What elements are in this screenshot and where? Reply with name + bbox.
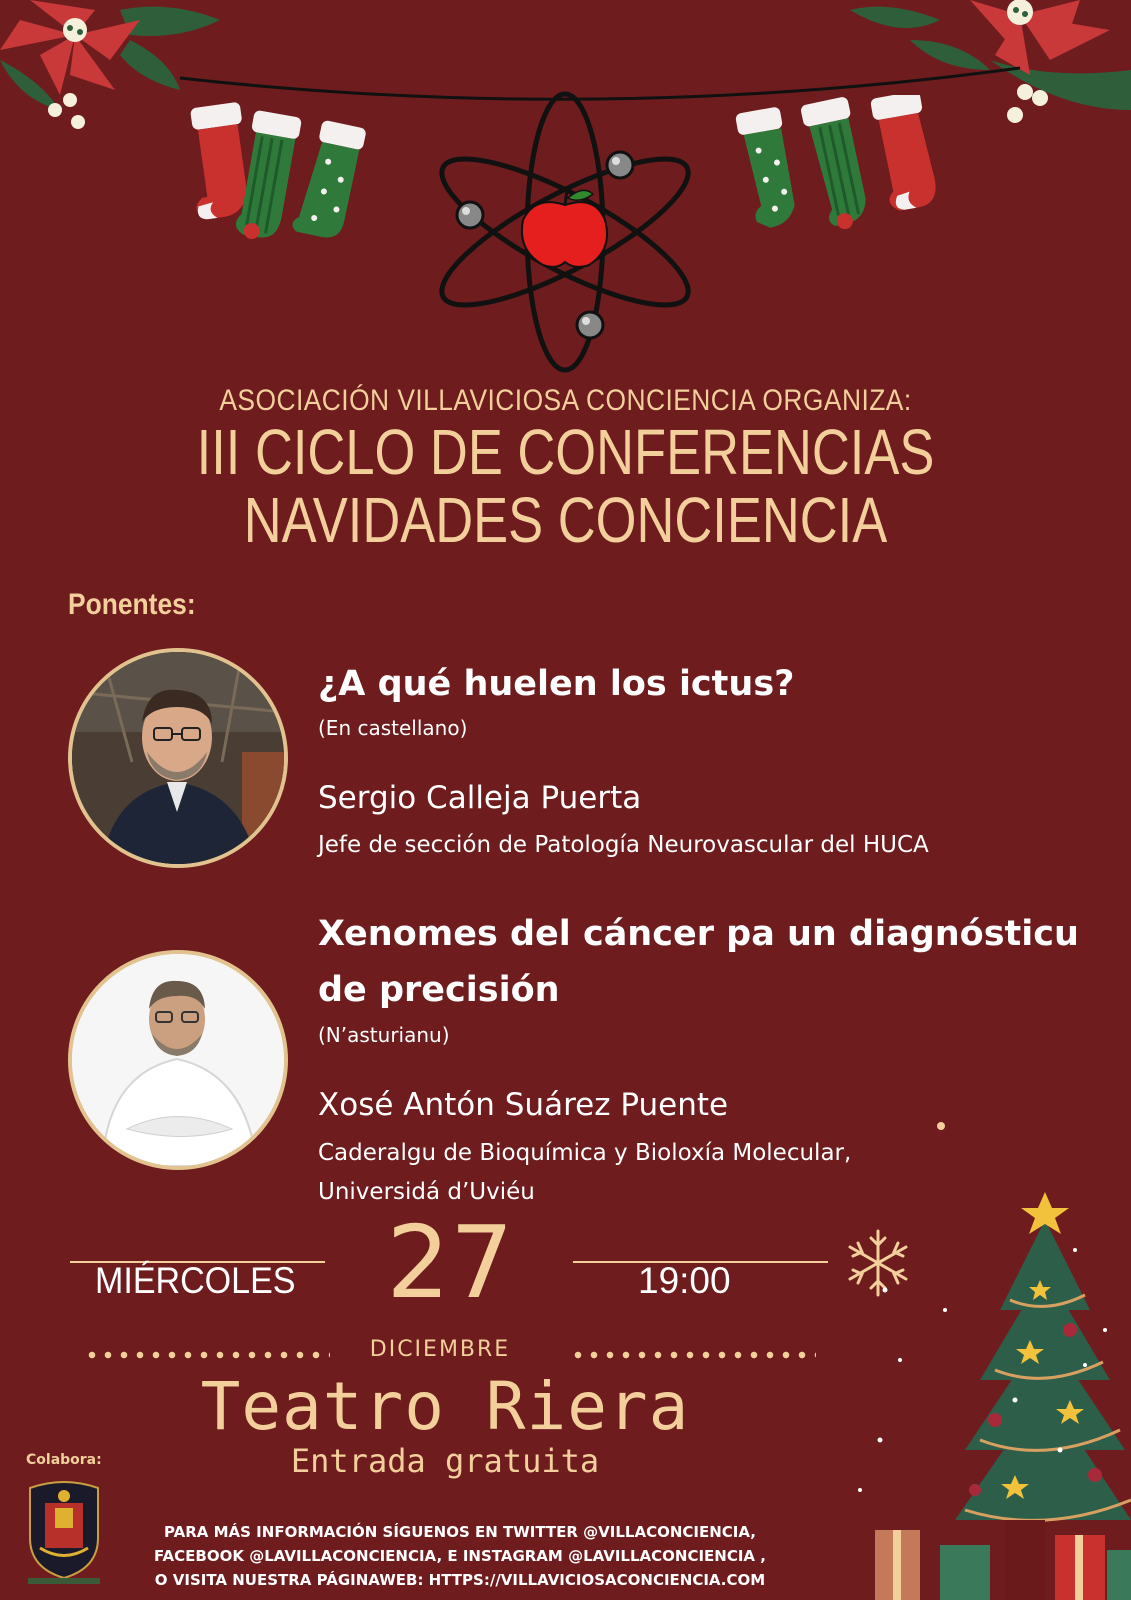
footer-line2: FACEBOOK @LAVILLACONCIENCIA, E INSTAGRAM @LAVILLACONCIENCIA , <box>154 1547 766 1565</box>
event-day: 27 <box>386 1204 514 1321</box>
speaker1-name: Sergio Calleja Puerta <box>318 780 642 816</box>
talk2-language: (N’asturianu) <box>318 1023 450 1047</box>
event-title-line1: III CICLO DE CONFERENCIAS <box>196 416 935 488</box>
footer-line3: O VISITA NUESTRA PÁGINAWEB: HTTPS://VILLAVICIOSACONCIENCIA.COM <box>154 1571 766 1589</box>
stockings-left-icon <box>170 100 390 250</box>
organizer-line: ASOCIACIÓN VILLAVICIOSA CONCIENCIA ORGANIZA: <box>219 384 912 417</box>
coat-of-arms-icon <box>20 1478 108 1588</box>
talk1-language: (En castellano) <box>318 716 468 740</box>
colabora-label: Colabora: <box>26 1452 102 1468</box>
event-time: 19:00 <box>638 1260 731 1301</box>
footer-line1: PARA MÁS INFORMACIÓN SÍGUENOS EN TWITTER @VILLACONCIENCIA, <box>164 1523 756 1541</box>
footer-info <box>130 1520 790 1592</box>
christmas-tree-icon <box>845 1190 1131 1600</box>
apple-icon <box>522 190 607 267</box>
atom-icon <box>425 90 705 375</box>
event-month: DICIEMBRE <box>369 1337 511 1362</box>
event-venue: Teatro Riera <box>200 1368 690 1445</box>
speaker1-role: Jefe de sección de Patología Neurovascular del HUCA <box>318 832 929 858</box>
stockings-right-icon <box>725 95 945 245</box>
talk2-title-line2: de precisión <box>318 970 560 1010</box>
event-entry: Entrada gratuita <box>290 1442 600 1480</box>
date-dots-left <box>84 1350 330 1360</box>
speaker2-photo <box>68 950 288 1170</box>
speakers-heading: Ponentes: <box>68 588 196 621</box>
date-dots-right <box>570 1350 816 1360</box>
talk2-title-line1: Xenomes del cáncer pa un diagnósticu <box>318 914 1079 954</box>
speaker1-photo <box>68 648 288 868</box>
event-title-line2: NAVIDADES CONCIENCIA <box>243 484 888 556</box>
talk1-title: ¿A qué huelen los ictus? <box>318 664 795 704</box>
decor-dot <box>937 1122 945 1130</box>
event-weekday: MIÉRCOLES <box>95 1260 296 1301</box>
speaker2-role-line1: Caderalgu de Bioquímica y Bioloxía Molecular, <box>318 1140 852 1166</box>
speaker2-name: Xosé Antón Suárez Puente <box>318 1087 729 1123</box>
speaker2-role-line2: Universidá d’Uviéu <box>318 1179 535 1205</box>
